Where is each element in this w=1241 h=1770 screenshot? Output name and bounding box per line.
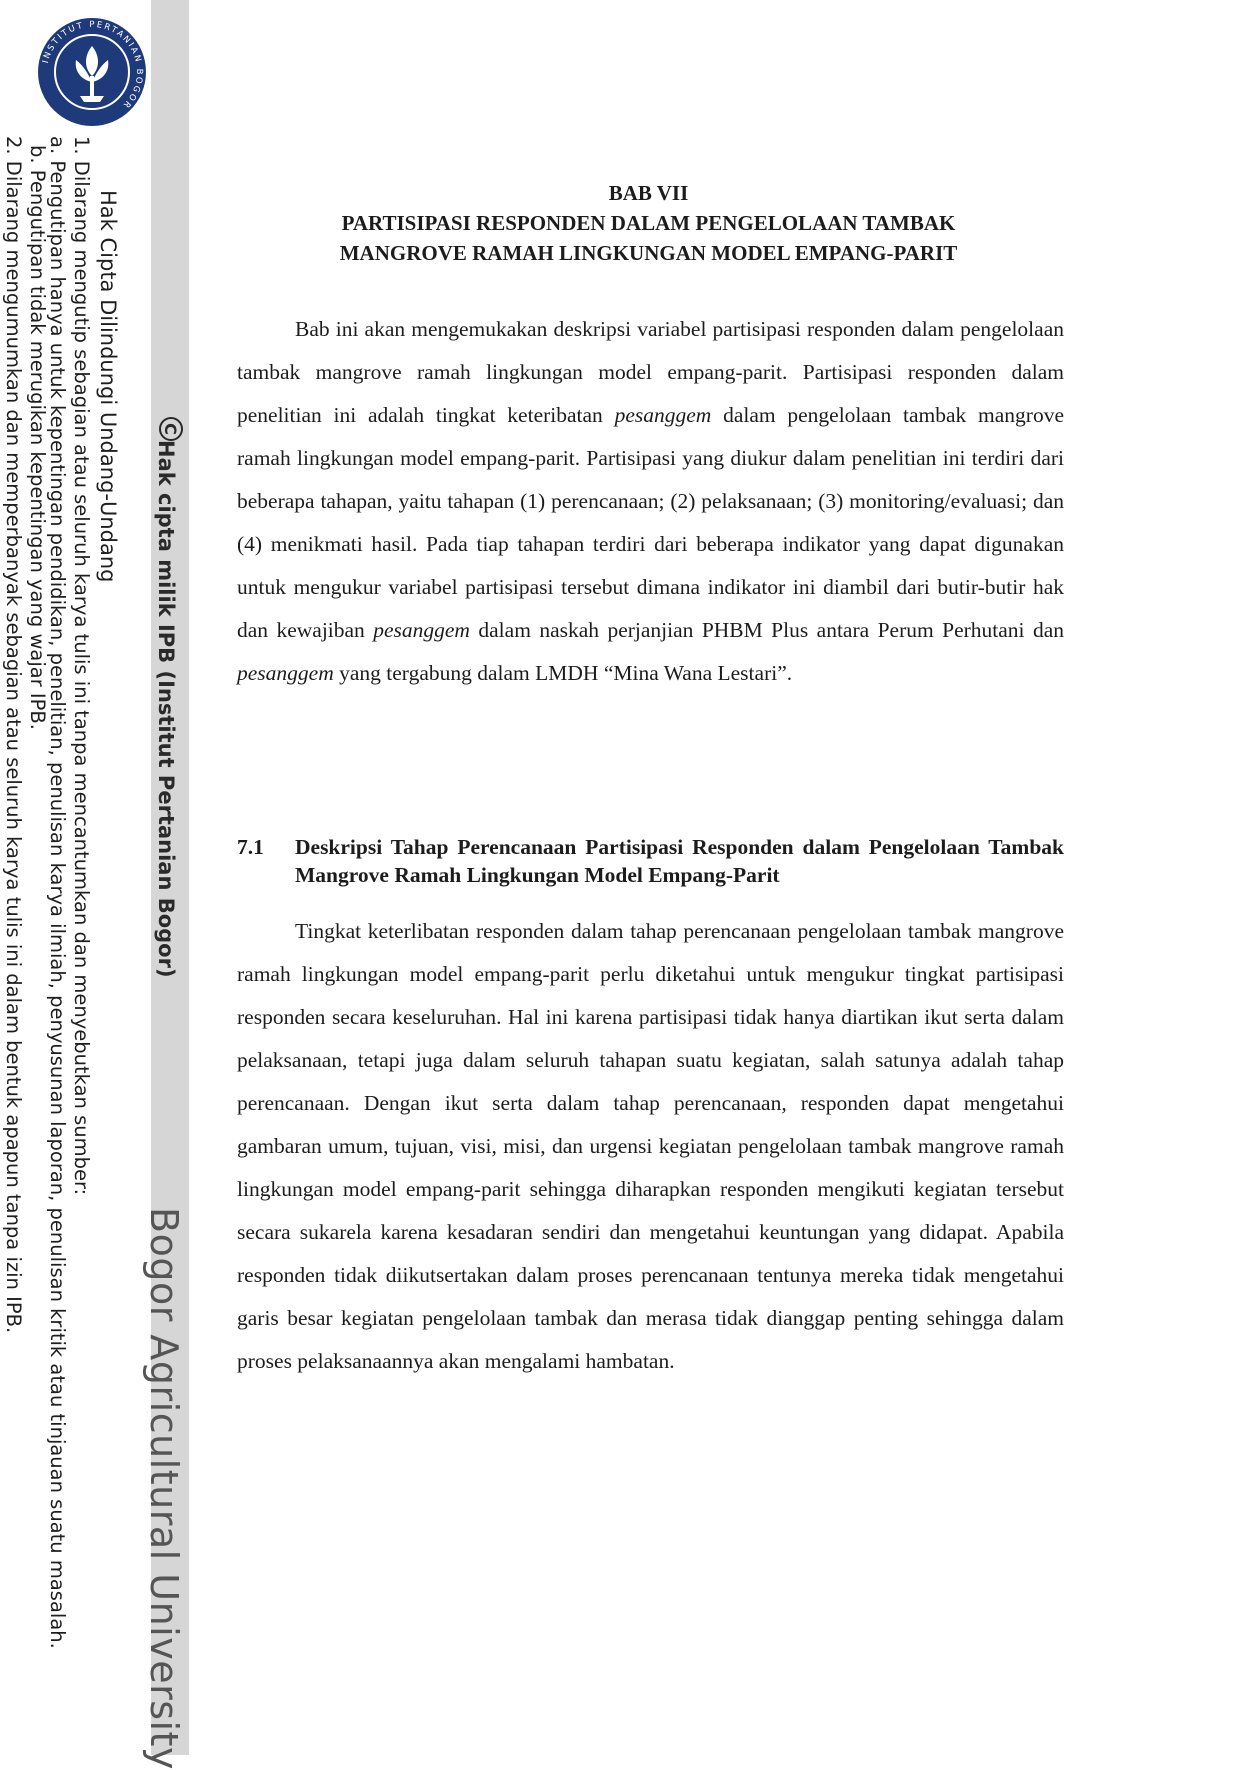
- chapter-title-line-2: MANGROVE RAMAH LINGKUNGAN MODEL EMPANG-PARIT: [339, 241, 958, 265]
- intro-term-2: pesanggem: [373, 618, 470, 642]
- copyright-rule-1a: a. Pengutipan hanya untuk kepentingan pendidikan, penelitian, penulisan karya ilmiah, penyusunan laporan, penulisan kritik atau tinjauan suatu masalah.: [46, 136, 69, 1649]
- section-body: Tingkat keterlibatan responden dalam tahap perencanaan pengelolaan tambak mangrove ramah lingkungan model empang-parit perlu diketahui untuk mengukur tingkat partisipasi responden secara keseluruhan. Hal ini karena partisipasi tidak hanya diartikan ikut serta dalam pelaksanaan, tetapi juga dalam seluruh tahapan suatu kegiatan, salah satunya adalah tahap perencanaan. Dengan ikut serta dalam tahap perencanaan, responden dapat mengetahui gambaran umum, tujuan, visi, misi, dan urgensi kegiatan pengelolaan tambak mangrove ramah lingkungan model empang-parit sehingga diharapkan responden mengikuti kegiatan tersebut secara sukarela karena kesadaran sendiri dan mengetahui keuntungan yang didapat. Apabila responden tidak diikutsertakan dalam proses perencanaan tentunya mereka tidak mengetahui garis besar kegiatan pengelolaan tambak dan merasa tidak dianggap penting sehingga dalam proses pelaksanaannya akan mengalami hambatan.: [237, 919, 1064, 1373]
- section-number: 7.1: [237, 835, 264, 859]
- logo-ring-text: INSTITUT PERTANIAN BOGOR: [40, 19, 145, 111]
- intro-term-1: pesanggem: [614, 403, 712, 427]
- copyright-title: Hak Cipta Dilindungi Undang-Undang: [96, 190, 120, 583]
- chapter-title-line-1: PARTISIPASI RESPONDEN DALAM PENGELOLAAN TAMBAK: [341, 211, 956, 235]
- intro-text-1: Bab ini akan mengemukakan deskripsi variabel partisipasi responden dalam pengelolaan tambak mangrove ramah lingkungan model empang-parit. Partisipasi responden dalam penelitian ini adalah tingkat keteribatan: [237, 317, 1064, 427]
- intro-paragraph: [237, 308, 1064, 695]
- copyright-rule-2: 2. Dilarang mengumumkan dan memperbanyak sebagian atau seluruh karya tulis ini dalam bentuk apapun tanpa izin IPB.: [2, 136, 25, 1334]
- intro-text-4: yang tergabung dalam LMDH “Mina Wana Lestari”.: [333, 661, 793, 685]
- intro-text-2: dalam pengelolaan tambak mangrove ramah lingkungan model empang-parit. Partisipasi yang diukur dalam penelitian ini terdiri dari beberapa tahapan, yaitu tahapan (1) perencanaan; (2) pelaksanaan; (3) monitoring/evaluasi; dan (4) menikmati hasil. Pada tiap tahapan terdiri dari beberapa indikator yang dapat digunakan untuk mengukur variabel partisipasi tersebut dimana indikator ini diambil dari butir-butir hak dan kewajiban: [237, 403, 1064, 642]
- chapter-heading: [235, 178, 1062, 268]
- university-watermark: Bogor Agricultural University: [142, 1207, 186, 1770]
- copyright-rule-1b: b. Pengutipan tidak merugikan kepentingan yang wajar IPB.: [26, 145, 49, 731]
- chapter-label: BAB VII: [608, 181, 689, 205]
- section-title: Deskripsi Tahap Perencanaan Partisipasi Responden dalam Pengelolaan Tambak Mangrove Ramah Lingkungan Model Empang-Parit: [295, 835, 1064, 887]
- hak-cipta-line: Hak cipta milik IPB (Institut Pertanian Bogor): [154, 440, 178, 978]
- intro-term-3: pesanggem: [237, 661, 334, 685]
- section-paragraph: [237, 910, 1064, 1383]
- copyright-rule-1: 1. Dilarang mengutip sebagian atau seluruh karya tulis ini tanpa mencantumkan dan menyebutkan sumber:: [70, 136, 93, 1196]
- ipb-logo: [36, 16, 148, 128]
- copyright-icon: C: [159, 417, 183, 441]
- intro-text-3: dalam naskah perjanjian PHBM Plus antara Perum Perhutani dan: [469, 618, 1064, 642]
